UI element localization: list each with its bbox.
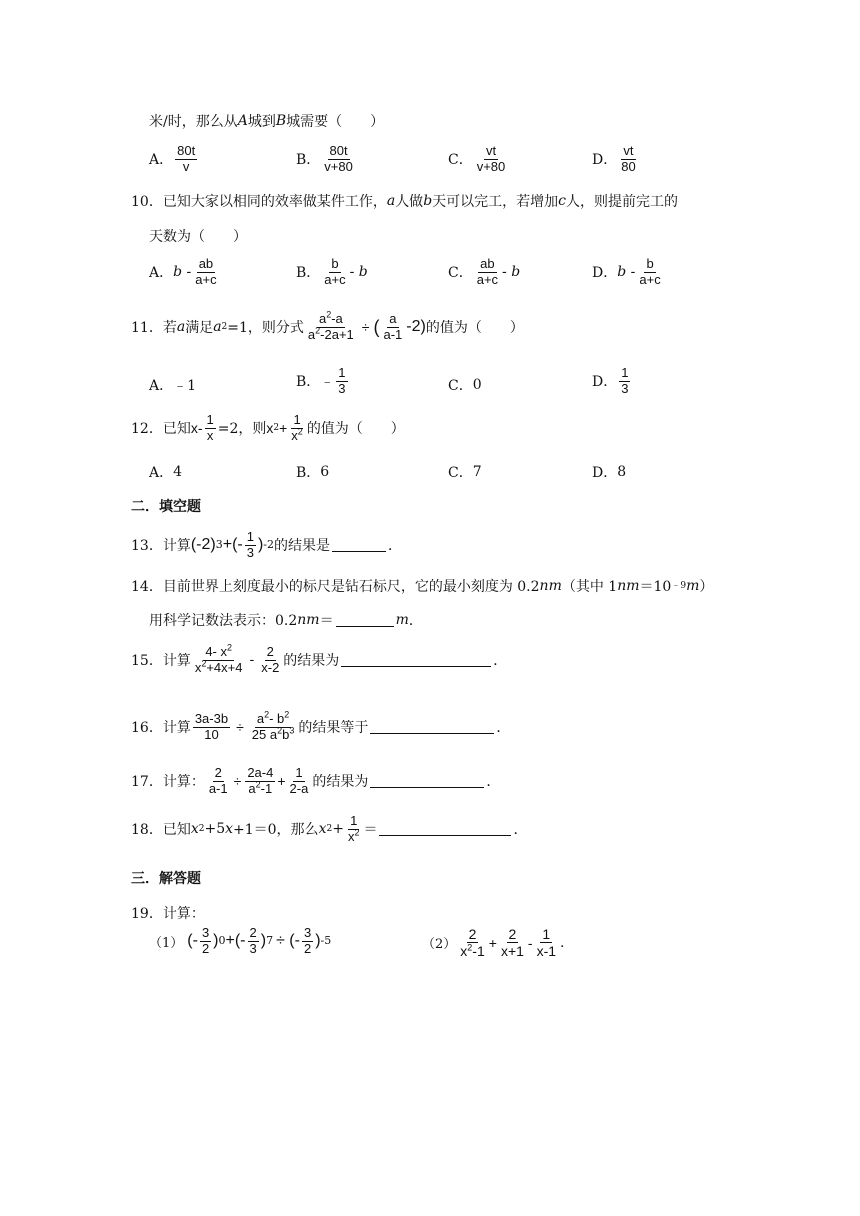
q12-text: 12． 已知 x - $\frac{1}{x}$ =2，则 x 2 + $\frac{1}{x^2}$ 的值为（ ）: [131, 412, 405, 443]
numerator: 1: [246, 529, 254, 544]
term: -1: [260, 780, 273, 796]
denominator: [289, 426, 305, 444]
section-heading-solve: 三．解答题: [131, 871, 201, 887]
exponent: 2: [201, 658, 207, 669]
answer-blank[interactable]: [332, 539, 386, 552]
q9-city-b: B: [275, 113, 287, 129]
question-number: 18．: [131, 822, 163, 839]
q11-option-b[interactable]: [296, 366, 350, 397]
numerator: [317, 309, 345, 328]
numerator: 2: [249, 925, 257, 940]
option-text: 0: [472, 377, 482, 393]
option-label: A．: [149, 265, 174, 282]
numerator: 2: [214, 765, 222, 780]
term: - b: [269, 711, 285, 726]
numerator: 2: [508, 926, 517, 942]
q9-city-a: A: [237, 113, 248, 129]
term: +(-: [222, 536, 243, 554]
q10-text-part: 天可以完工，若增加: [432, 194, 559, 210]
q9-option-d[interactable]: [592, 144, 640, 175]
divide-sign: ÷: [233, 773, 242, 790]
var-x: x: [266, 420, 274, 437]
denominator: [458, 943, 486, 959]
numerator: 2: [266, 644, 274, 659]
q9-text-part: 城需要（ ）: [286, 114, 385, 130]
denominator: 3: [338, 380, 346, 396]
question-number: 10．: [131, 194, 163, 210]
fraction: [322, 144, 355, 175]
denominator: 2: [201, 940, 210, 956]
q14-text-part: （其中 1: [561, 579, 618, 595]
var-x: x: [225, 821, 234, 838]
fraction: [288, 766, 311, 797]
var-b: b: [423, 193, 433, 209]
var-x: x: [190, 821, 199, 838]
unit-m: m: [395, 612, 409, 628]
denominator: v+80: [324, 158, 353, 174]
plus-sign: +: [279, 420, 288, 437]
fraction: [302, 926, 313, 957]
denominator: [193, 658, 245, 676]
q16-text: [131, 709, 511, 743]
fraction: [499, 926, 526, 959]
minus-sign: -: [527, 934, 533, 951]
option-label: B．: [296, 265, 321, 282]
option-text: 4: [173, 464, 183, 480]
exponent: 2: [255, 779, 261, 790]
option-pre: b -: [617, 264, 636, 281]
q19-text-part: 计算：: [162, 906, 205, 922]
fraction: [193, 712, 230, 743]
question-number: 19．: [131, 906, 163, 922]
q9-option-a[interactable]: [149, 144, 199, 175]
fraction: [205, 413, 216, 444]
fraction: [306, 309, 356, 343]
option-label: D．: [592, 265, 618, 282]
q9-text-part: 城到: [247, 114, 276, 130]
period: ．: [513, 822, 528, 839]
period: ．: [408, 613, 423, 629]
q14-text-part: ＝10: [639, 579, 672, 595]
answer-blank[interactable]: [370, 721, 494, 734]
part-label: （1）: [149, 935, 184, 951]
fraction: [250, 709, 297, 743]
denominator: x+1: [500, 943, 524, 960]
var-a: a: [213, 319, 222, 336]
option-label: A．: [149, 378, 174, 394]
period: .: [560, 934, 565, 951]
numerator: b: [646, 256, 654, 271]
q10-option-c[interactable]: [448, 257, 520, 288]
q16-text-part: 计算: [162, 720, 191, 737]
option-label: D．: [592, 152, 618, 169]
period: ．: [493, 653, 508, 670]
q12-option-c[interactable]: [448, 462, 482, 482]
denominator: 3: [246, 544, 254, 560]
q11-option-d[interactable]: [592, 366, 632, 397]
fraction: [245, 530, 256, 561]
var-c: c: [558, 193, 566, 209]
denominator: a-1: [208, 780, 228, 796]
answer-blank[interactable]: [341, 654, 491, 667]
numerator: [203, 642, 234, 661]
exponent: 2: [264, 709, 270, 720]
plus-sign: +: [332, 821, 344, 838]
term: 4- x: [205, 644, 227, 659]
denominator: v: [182, 158, 190, 174]
fraction: [245, 766, 275, 797]
option-label: B．: [296, 152, 321, 169]
numerator: [255, 709, 291, 728]
var-a: a: [386, 193, 396, 209]
divide-sign: ÷: [236, 719, 244, 736]
q15-text-part: 计算: [162, 653, 191, 670]
q14-text: 14． 目前世界上刻度最小的标尺是钻石标尺，它的最小刻度为 0.2 nm （其中 1 nm ＝10 ﹣9 m ）: [131, 578, 714, 595]
q15-text: [131, 642, 508, 676]
denominator: a+c: [639, 271, 661, 287]
fraction: [475, 257, 500, 288]
numerator: 1: [350, 813, 358, 828]
q10-text-part: 天数为（ ）: [149, 229, 247, 245]
term: 25 a: [251, 726, 278, 742]
option-text: ﹣1: [173, 378, 197, 394]
fraction: [458, 926, 486, 959]
numerator: 80t: [177, 143, 196, 158]
q11-text-part: =1，则分式: [227, 320, 304, 337]
fraction: [248, 926, 259, 957]
q10-text-line2: [149, 226, 247, 246]
fraction: [346, 814, 362, 845]
question-number: 11．: [131, 320, 163, 337]
exponent: 2: [315, 325, 321, 336]
question-number: 17．: [131, 774, 163, 791]
numerator: 2: [468, 926, 477, 942]
option-label: C．: [448, 465, 473, 481]
term: +(-: [225, 932, 246, 950]
numerator: 1: [621, 365, 629, 380]
option-label: B．: [296, 374, 321, 391]
term: -1: [472, 943, 485, 960]
numerator: 1: [542, 926, 551, 942]
numerator: vt: [485, 143, 497, 158]
q13-text-part: 计算: [162, 538, 191, 555]
numerator: 1: [293, 412, 301, 427]
term: -2): [406, 318, 426, 336]
q12-option-b[interactable]: [296, 462, 329, 482]
option-label: C．: [448, 152, 473, 169]
term: x: [347, 828, 355, 844]
denominator: [306, 325, 356, 343]
paren: (-: [187, 932, 198, 950]
term: a: [318, 311, 327, 326]
var-a: a: [176, 319, 186, 336]
fraction: [259, 645, 281, 676]
denominator: 2-a: [289, 780, 309, 796]
paren: ): [257, 536, 264, 554]
q10-text-part: 人做: [395, 194, 424, 210]
term: a: [256, 711, 265, 726]
term: x: [194, 659, 202, 675]
plus-sign: +: [488, 934, 497, 951]
paren: ): [213, 932, 219, 950]
paren: ): [260, 932, 267, 950]
q14-text-line2: [149, 610, 423, 630]
question-number: 13．: [131, 538, 163, 555]
fraction: [175, 144, 197, 175]
q10-text-part: 已知大家以相同的效率做某件工作，: [162, 194, 387, 210]
answer-blank[interactable]: [336, 614, 394, 627]
q16-text-part: 的结果等于: [298, 720, 369, 737]
fraction: [619, 144, 637, 175]
q13-text: 13． 计算 (-2) 3 +(- $\frac{1}{3}$ ) -2 的结果是 ．: [131, 529, 402, 560]
unit-nm: nm: [539, 578, 562, 594]
q9-option-c[interactable]: [448, 144, 509, 175]
numerator: b: [331, 256, 339, 271]
q11-option-c[interactable]: [448, 375, 482, 395]
option-text: 7: [472, 464, 482, 480]
denominator: a-1: [383, 326, 403, 342]
part-label: （2）: [422, 937, 457, 953]
option-text: 8: [617, 464, 627, 480]
term: x: [460, 943, 468, 960]
q13-text-part: 的结果是: [274, 538, 330, 555]
q14-text-part: 用科学记数法表示：0.2: [149, 613, 298, 629]
term: b: [282, 726, 290, 742]
fraction: [193, 642, 245, 676]
q9-text: [149, 111, 384, 131]
fraction: [535, 926, 558, 959]
q11-option-a[interactable]: [149, 375, 196, 395]
q10-option-d[interactable]: [592, 257, 665, 288]
unit-nm: nm: [297, 612, 320, 628]
option-label: B．: [296, 465, 321, 481]
exponent: 2: [284, 709, 290, 720]
q14-text-part: 目前世界上刻度最小的标尺是钻石标尺，它的最小刻度为 0.2: [162, 579, 540, 595]
term: -2a+1: [320, 326, 354, 342]
fraction: [322, 257, 347, 288]
numerator: 2a-4: [247, 765, 274, 780]
numerator: 1: [338, 365, 346, 380]
denominator: x-1: [536, 943, 557, 960]
q11-text-part: 满足: [185, 320, 214, 337]
exponent: 2: [277, 725, 283, 736]
q10-text: [131, 191, 678, 211]
option-label: D．: [592, 374, 618, 391]
question-number: 15．: [131, 653, 163, 670]
option-post: - b: [502, 264, 521, 281]
option-text: 6: [320, 464, 330, 480]
period: ．: [496, 720, 511, 737]
numerator: a: [389, 311, 397, 326]
term: (-2): [190, 536, 216, 554]
unit-nm: nm: [617, 578, 640, 594]
denominator: a+c: [476, 271, 499, 287]
q12-option-a[interactable]: [149, 462, 182, 482]
exponent: 2: [226, 642, 232, 653]
numerator: 80t: [329, 143, 348, 158]
option-label: C．: [448, 378, 473, 394]
denominator: a+c: [324, 271, 346, 287]
fraction: [381, 312, 404, 343]
numerator: ab: [198, 256, 214, 271]
fraction: [289, 413, 305, 444]
numerator: 3: [201, 925, 210, 940]
q14-text-part: ＝: [319, 613, 334, 629]
term: ÷ (-: [276, 932, 300, 950]
equals-sign: ＝: [363, 822, 378, 839]
denominator: a+c: [195, 271, 217, 287]
q19-part-2: [422, 926, 564, 959]
option-pre: ﹣: [320, 374, 335, 391]
option-label: A．: [149, 152, 174, 169]
q18-text-part: +5: [204, 821, 226, 838]
answer-blank[interactable]: [379, 823, 511, 836]
denominator: [246, 779, 274, 797]
numerator: 3: [303, 925, 312, 940]
denominator: v+80: [476, 158, 506, 174]
period: ．: [486, 774, 501, 791]
question-number: 12．: [131, 421, 163, 438]
q18-text-part: +1＝0，那么: [233, 822, 319, 839]
denominator: 10: [204, 726, 219, 742]
q18-text-part: 已知: [162, 822, 191, 839]
q19-part-1: （1） (- $\frac{3}{2}$ ) 0 +(- $\frac{2}{3}$ ) 7 ÷ (- $\frac{3}{2}$ ) -5: [149, 925, 332, 956]
option-post: - b: [349, 264, 368, 281]
plus-sign: +: [277, 773, 286, 790]
numerator: ab: [480, 256, 495, 271]
exponent: 2: [354, 827, 360, 838]
minus-sign: -: [197, 420, 203, 437]
minus-sign: -: [249, 652, 255, 669]
paren: (: [373, 316, 380, 337]
section-heading-fill-in: 二．填空题: [131, 499, 201, 515]
question-number: 16．: [131, 720, 163, 737]
q17-text: [131, 766, 500, 797]
q12-option-d[interactable]: [592, 462, 626, 482]
term: +4x+4: [206, 659, 243, 675]
fraction: [619, 366, 630, 397]
denominator: 3: [621, 380, 629, 396]
numerator: 1: [206, 412, 214, 427]
fraction: [193, 257, 218, 288]
denominator: x-2: [261, 659, 280, 675]
term: x: [291, 427, 298, 443]
exponent: 2: [467, 942, 473, 953]
fraction: [336, 366, 347, 397]
denominator: 2: [303, 940, 312, 956]
q11-text-part: 若: [162, 320, 177, 337]
question-number: 14．: [131, 579, 163, 595]
q9-text-part: 米/时，那么从: [149, 114, 238, 130]
exponent: 2: [326, 309, 332, 320]
q18-text: 18． 已知 x 2 +5 x +1＝0，那么 x 2 + $\frac{1}{x^2}$ ＝ ．: [131, 813, 528, 844]
q11-text-part: 的值为（ ）: [425, 320, 524, 337]
period: ．: [388, 538, 402, 555]
denominator: [250, 725, 297, 743]
q12-text-part: 的值为（ ）: [306, 421, 405, 438]
q10-option-b[interactable]: [296, 257, 368, 288]
q15-text-part: 的结果为: [283, 653, 340, 670]
q19-text: [131, 903, 205, 923]
q10-text-part: 人，则提前完工的: [566, 194, 678, 210]
option-label: C．: [448, 265, 473, 282]
fraction: [200, 926, 211, 957]
fraction: [475, 144, 508, 175]
q17-text-part: 的结果为: [312, 774, 369, 791]
q11-text: 11． 若 a 满足 a 2 =1，则分式 $\frac{a^2-a}{a^2-2a+1}$ ÷ ( $\frac{a}{a-1}$ -2) 的值为（ ）: [131, 309, 524, 342]
unit-m: m: [686, 578, 700, 594]
denominator: [346, 827, 362, 845]
option-label: D．: [592, 465, 618, 481]
term: a: [307, 326, 316, 342]
q12-text-part: =2，则: [217, 421, 267, 438]
q9-option-b[interactable]: [296, 144, 357, 175]
fraction: [637, 257, 662, 288]
term: a: [248, 780, 256, 796]
var-x: x: [190, 420, 198, 437]
term: -a: [331, 311, 343, 326]
q14-text-part: ）: [699, 579, 714, 595]
numerator: 1: [295, 765, 303, 780]
exponent: 2: [297, 426, 303, 437]
option-label: A．: [149, 465, 174, 481]
q17-text-part: 计算：: [162, 774, 205, 791]
numerator: 3a-3b: [194, 711, 229, 726]
denominator: x: [206, 427, 214, 443]
fraction: [207, 766, 230, 797]
exponent: 3: [289, 725, 295, 736]
numerator: vt: [623, 143, 634, 158]
answer-blank[interactable]: [370, 775, 484, 788]
option-pre: b -: [173, 264, 192, 281]
denominator: 3: [249, 940, 257, 956]
divide-sign: ÷: [361, 319, 370, 336]
var-x: x: [318, 821, 327, 838]
q10-option-a[interactable]: [149, 257, 221, 288]
q12-text-part: 已知: [162, 421, 191, 438]
denominator: 80: [621, 158, 636, 174]
paren: ): [315, 932, 321, 950]
